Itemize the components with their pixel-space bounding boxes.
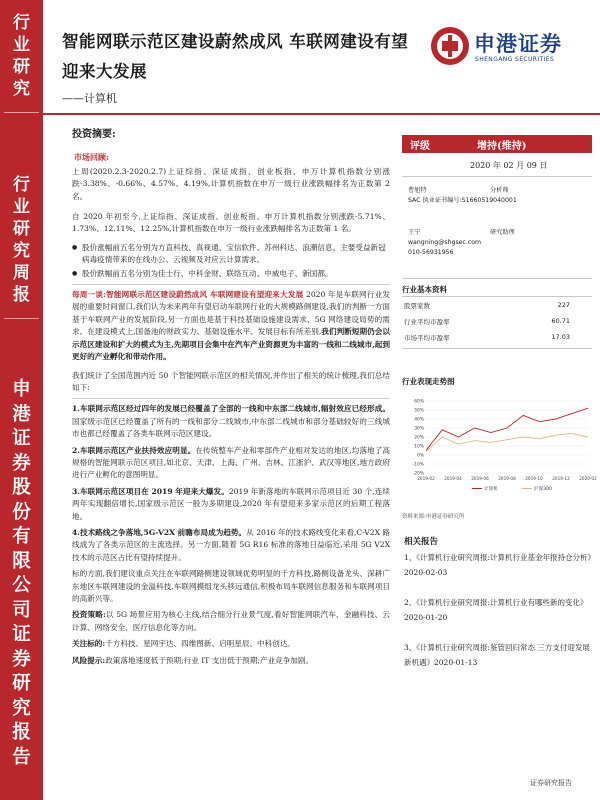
report-title: 智能网联示范区建设蔚然成风 车联网建设有望迎来大发展	[62, 32, 409, 81]
section-title: 投资摘要:	[72, 129, 116, 140]
company-logo	[430, 26, 590, 70]
weekly-talk-paragraph	[72, 289, 390, 363]
main-column	[72, 129, 390, 671]
point-item: 1.车联网示范区经过四年的发展已经覆盖了全部的一线和中东部二线城市,辐射效应已经形成。国家级示范区已经覆盖了所有的一线和部分二线城市,中东部二线城市和部分基础较好的三线城市也都已经覆盖了各类车联网示范区建设。	[72, 404, 390, 439]
header-divider	[43, 113, 600, 115]
weekly-talk-judgement: 我们判断短期仍会以示范区建设和扩大的模式为主,先期项目会集中在汽车产业资源更为丰富的一线和二线城市,起到更好的产业孵化和带动作用。	[72, 327, 391, 362]
rail-tab-industry-research: 行 业 研 究	[13, 13, 30, 99]
y-tick-label: 0%	[417, 453, 424, 459]
industry-basics-title: 行业基本资料	[402, 285, 447, 294]
rail-divider	[4, 112, 39, 113]
x-tick-label: 2019-10	[525, 476, 543, 481]
list-item: ● 股价跌幅前五名分别为佳士行、中科金财、联络互动、中威电子、新国都。	[72, 268, 390, 280]
rail-divider	[4, 318, 39, 319]
divider	[402, 296, 592, 297]
x-tick-label: 2020-02	[579, 476, 597, 481]
legend-label: 计算机	[484, 487, 498, 492]
related-reports-title: 相关报告	[404, 537, 439, 547]
divider	[402, 348, 592, 349]
point-item: 2.车联网示范区产业扶持效应明显。在传统整车产业和零部件产业相对发达的地区,均落地了高规格的智能网联示范区项目,如北京、天津、上海、广州、吉林、江浙沪、武汉等地区,地方政府进行产业孵化的意图明显。	[72, 445, 390, 480]
risk-warning: 风险提示:政策落地速度低于预期;行业 IT 支出低于预期;产业竞争加剧。	[72, 655, 314, 665]
analyst-1: 曹旭特 分析师 SAC 执业证书编号:S1660519040001	[408, 187, 517, 204]
investment-strategy: 投资策略:以 5G 场景应用为核心主线,结合细分行业景气度,看好智能网联汽车、金融科技、云计算、网络安全、医疗信息化等方向。	[72, 610, 390, 632]
rail-tab-company-name: 申 港 证 券 股 份 有 限 公 司 证 券 研 究 报 告	[12, 379, 31, 768]
point-item: 3.车联网示范区项目在 2019 年迎来大爆发。2019 年新落地的车联网示范项目近 30 个,连续两年实现翻倍增长,国家级示范区一般为多期建设,2020 年有望迎来多家示范区的后期工程落地。	[72, 486, 390, 521]
x-tick-label: 2019-02	[417, 476, 435, 481]
trend-chart-title: 行业表现走势图	[402, 377, 455, 386]
y-tick-label: 30%	[414, 426, 424, 432]
footer-label: 证券研究报告	[530, 779, 572, 787]
point-item: 4.技术路线之争落地,5G-V2X 前瞻布局成为趋势。从 2016 年的技术路线变化来看,C-V2X 路线成为了各类示范区的主流选择。另一方面,随着 5G R16 标准的落地日益临近,采用 5G V2X 技术的示范区占比有望持续提升。	[72, 527, 390, 562]
report-subtitle: ——计算机	[62, 92, 117, 105]
related-report-item[interactable]: 3、《计算机行业研究周报:鉴管回归常态 三方支付迎发展新机遇》2020-01-13	[404, 643, 590, 667]
rating-value: 增持(维持)	[477, 141, 527, 152]
rating-bar	[402, 135, 592, 153]
basics-row: 股票家数 227	[404, 301, 570, 310]
weekly-talk-headline: 智能网联示范区建设蔚然成风 车联网建设有望迎来大发展	[105, 290, 304, 300]
related-report-item[interactable]: 1、《计算机行业研究周报:计算机行业基金年报持仓分析》2020-02-03	[404, 553, 592, 577]
legend-label: 沪深300	[534, 487, 552, 492]
logo-mark-icon	[430, 26, 470, 66]
market-ytd-paragraph: 自 2020 年初至今,上证综指、深证成指、创业板指、申万计算机指数分别涨跌-5.71%、1.73%、12.11%、12.25%,计算机指数在申万一级行业涨跌幅排名为正数第 1 名。	[72, 212, 390, 234]
x-tick-label: 2019-06	[471, 476, 489, 481]
rail-tab-weekly-report: 行 业 研 究 周 报	[13, 175, 30, 305]
report-date: 2020 年 02 月 09 日	[470, 161, 548, 170]
section-divider	[72, 398, 390, 399]
weekly-talk-lead: 每周一谈:	[72, 290, 106, 300]
focus-targets: 关注标的:千方科技、星网宇达、四维图新、启明星辰、中科创达。	[72, 639, 296, 649]
market-review-paragraph: 上周(2020.2.3-2020.2.7)上证综指、深证成指、创业板指、申万计算机指数分别涨跌-3.38%、-0.66%、4.57%、4.19%,计算机指数在申万一级行业涨跌幅排名为正数第 2 名。	[72, 166, 390, 201]
market-review-title: 市场回顾:	[74, 152, 109, 163]
chart-source: 资料来源:申港证券研究所	[402, 514, 465, 520]
y-tick-label: 20%	[414, 435, 424, 441]
x-tick-label: 2019-08	[498, 476, 516, 481]
logo-name: 申港证券	[474, 32, 562, 56]
basics-row: 行业平均市盈率 60.71	[404, 317, 570, 326]
weekly-talk-body: 2020 年是车联网行业发展的重要时间窗口,我们认为未来两年有望启动车联网行业的大规模路侧建设,我们的判断一方面基于车联网产业的发展阶段,另一方面也是基于科技基础设施建设需求、5G 网络建设局势的需求。在建设模式上,国备池的财政实力、基础设施水平、发展目标有所差别,	[72, 290, 390, 337]
y-tick-label: 60%	[414, 399, 424, 405]
divider	[402, 278, 592, 279]
analyst-2: 王宁 研究助理 wangning@shgsec.com 010-56931956	[408, 229, 515, 256]
rating-label: 评级	[410, 141, 430, 152]
y-tick-label: -20%	[412, 471, 424, 477]
y-tick-label: 40%	[414, 417, 424, 423]
y-tick-label: 50%	[414, 408, 424, 414]
divider	[402, 176, 592, 177]
series-line	[426, 408, 588, 450]
x-tick-label: 2019-04	[444, 476, 462, 481]
y-tick-label: 10%	[414, 444, 424, 450]
x-tick-label: 2019-12	[552, 476, 570, 481]
y-tick-label: -10%	[412, 462, 424, 468]
section-divider	[72, 284, 390, 285]
logo-subtitle: SHENGANG SECURITIES	[475, 56, 555, 63]
trend-chart	[402, 395, 597, 495]
list-item: ● 股价涨幅前五名分别为方直科技、真视通、宝信软件、苏州科达、浪潮信息。主要受益新冠病毒疫情带来的在线办公、云视频及对应云计算需求。	[72, 242, 390, 267]
basics-row: 市场平均市盈率 17.03	[404, 333, 570, 342]
series-line	[426, 433, 588, 451]
closing-paragraph: 标的方面,我们建议重点关注在车联网路侧建设领域优势明显的千方科技,路侧设备龙头、深耕广东地区车联网建设的金溢科技,车联网模组龙头移远通信,积极布局车联网信息服务和车联网项目的高新兴等。	[72, 569, 390, 603]
statistics-intro: 我们统计了全国范围内近 50 个智能网联示范区的相关情况,并作出了相关的统计梳理,我们总结如下:	[72, 370, 390, 392]
related-report-item[interactable]: 2、《计算机行业研究周报:计算机行业有哪些新的变化》2020-01-20	[404, 598, 588, 622]
